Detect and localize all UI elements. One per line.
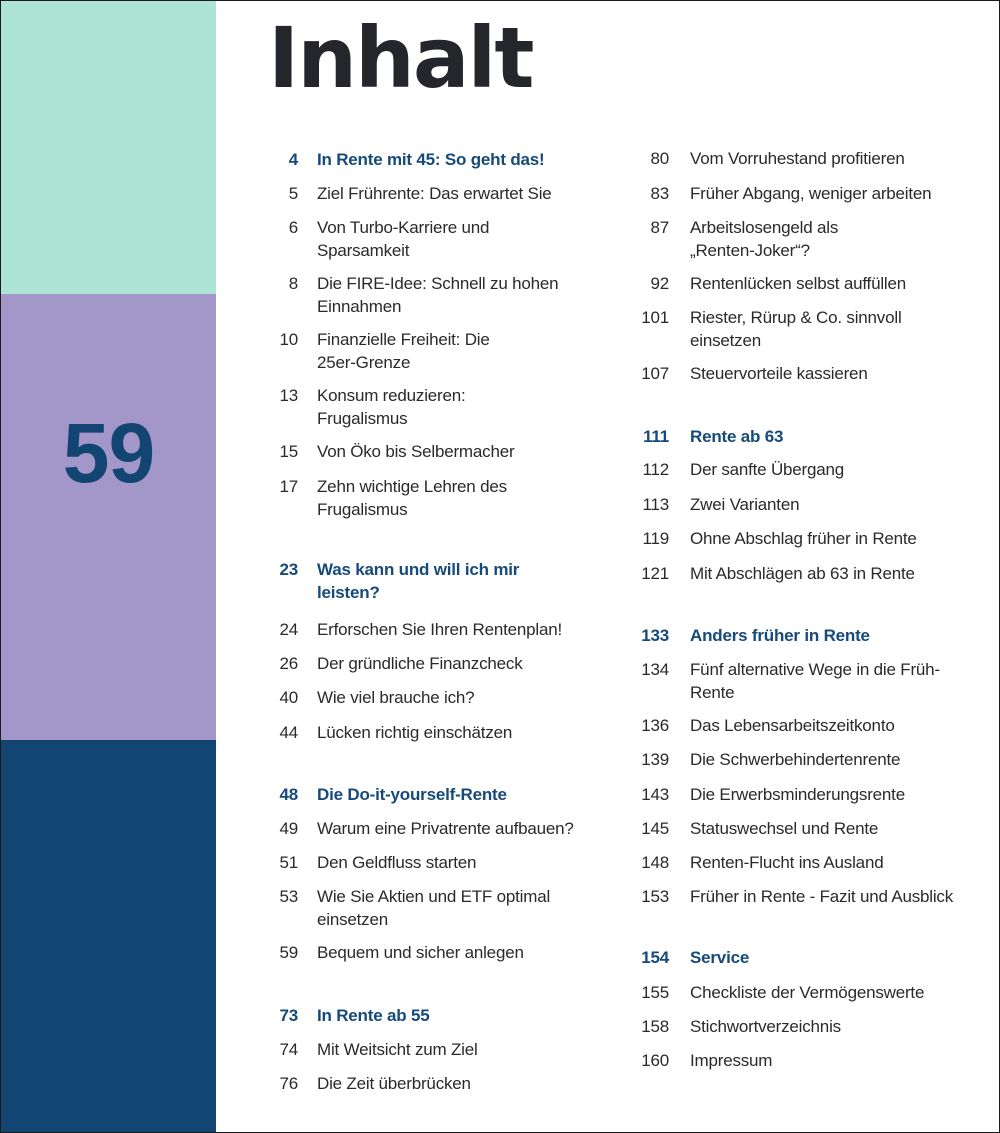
toc-page-number: 158: [641, 1017, 669, 1036]
toc-entry-title: Von Öko bis Selbermacher: [317, 442, 515, 461]
toc-page-number: 92: [650, 274, 669, 293]
toc-entry-title: Früher Abgang, weniger arbeiten: [690, 184, 932, 203]
toc-entry-title: Was kann und will ich mir leisten?: [317, 560, 520, 602]
toc-entry-title: Das Lebensarbeitszeitkonto: [690, 716, 895, 735]
toc-page-number: 49: [279, 819, 298, 838]
toc-entry-title: Erforschen Sie Ihren Rentenplan!: [317, 620, 562, 639]
toc-page-number: 80: [650, 149, 669, 168]
toc-page-number: 53: [279, 887, 298, 906]
toc-entry-title: Rente ab 63: [690, 427, 784, 446]
toc-entry-title: Mit Abschlägen ab 63 in Rente: [690, 564, 915, 583]
toc-entry-title: Die FIRE-Idee: Schnell zu hohen Einnahmen: [317, 274, 559, 316]
toc-page-number: 119: [642, 529, 669, 548]
toc-entry-title: In Rente mit 45: So geht das!: [317, 150, 545, 169]
page-title: Inhalt: [268, 9, 533, 107]
toc-entry-title: Ziel Frührente: Das erwartet Sie: [317, 184, 552, 203]
toc-entry-title: Riester, Rürup & Co. sinnvoll einsetzen: [690, 308, 902, 350]
toc-page-number: 26: [279, 654, 298, 673]
toc-entry-title: In Rente ab 55: [317, 1006, 430, 1025]
toc-page-number: 17: [279, 477, 298, 496]
toc-entry-title: Vom Vorruhestand profitieren: [690, 149, 905, 168]
toc-entry-title: Anders früher in Rente: [690, 626, 870, 645]
toc-page-number: 155: [641, 983, 669, 1002]
toc-entry-title: Die Schwerbehindertenrente: [690, 750, 901, 769]
toc-entry-title: Stichwortverzeichnis: [690, 1017, 841, 1036]
side-page-number: 59: [62, 406, 155, 500]
toc-entry-title: Lücken richtig einschätzen: [317, 723, 513, 742]
toc-entry-title: Wie viel brauche ich?: [317, 688, 475, 707]
toc-page-number: 83: [650, 184, 669, 203]
toc-page-number: 153: [641, 887, 669, 906]
toc-entry-title: Ohne Abschlag früher in Rente: [690, 529, 917, 548]
toc-entry-title: Konsum reduzieren: Frugalismus: [317, 386, 466, 428]
toc-page-number: 15: [279, 442, 298, 461]
toc-page-number: 5: [288, 184, 298, 203]
toc-page-number: 143: [641, 785, 669, 804]
toc-page-number: 112: [642, 460, 669, 479]
toc-entry-title: Arbeitslosengeld als „Renten-Joker“?: [690, 218, 839, 260]
toc-page-number: 160: [641, 1051, 669, 1070]
toc-page-number: 24: [279, 620, 298, 639]
toc-page-number: 111: [643, 427, 669, 446]
toc-entry-title: Die Do-it-yourself-Rente: [317, 785, 507, 804]
toc-page-number: 148: [641, 853, 669, 872]
toc-page-number: 73: [279, 1006, 298, 1025]
toc-page-number: 101: [641, 308, 669, 327]
toc-entry-title: Service: [690, 948, 750, 967]
toc-entry-title: Zwei Varianten: [690, 495, 800, 514]
toc-entry-title: Wie Sie Aktien und ETF optimal einsetzen: [317, 887, 551, 929]
toc-page-number: 154: [641, 948, 669, 967]
toc-entry-title: Checkliste der Vermögenswerte: [690, 983, 925, 1002]
toc-page-number: 107: [641, 364, 669, 383]
toc-page-number: 4: [288, 150, 298, 169]
toc-entry-title: Bequem und sicher anlegen: [317, 943, 524, 962]
toc-entry-title: Von Turbo-Karriere und Sparsamkeit: [317, 218, 490, 260]
toc-entry-title: Warum eine Privatrente aufbauen?: [317, 819, 574, 838]
toc-entry-title: Rentenlücken selbst auffüllen: [690, 274, 906, 293]
color-band-lavender: [1, 294, 216, 740]
toc-page-number: 13: [279, 386, 298, 405]
toc-entry-title: Mit Weitsicht zum Ziel: [317, 1040, 478, 1059]
color-band-navy: [1, 740, 216, 1132]
toc-page-number: 23: [279, 560, 298, 579]
toc-page-number: 10: [279, 330, 298, 349]
toc-page-number: 8: [288, 274, 298, 293]
toc-page-number: 133: [641, 626, 669, 645]
toc-entry-title: Der gründliche Finanzcheck: [317, 654, 523, 673]
toc-page-number: 136: [641, 716, 669, 735]
toc-page-number: 113: [642, 495, 669, 514]
color-band-mint: [1, 1, 216, 294]
toc-page-number: 48: [279, 785, 298, 804]
toc-page-number: 74: [279, 1040, 298, 1059]
toc-entry-title: Fünf alternative Wege in die Früh-Rente: [690, 660, 940, 702]
toc-entry-title: Zehn wichtige Lehren des Frugalismus: [317, 477, 507, 519]
toc-page-number: 121: [641, 564, 669, 583]
toc-entry-title: Statuswechsel und Rente: [690, 819, 879, 838]
toc-entry-title: Impressum: [690, 1051, 773, 1070]
toc-page-number: 40: [279, 688, 298, 707]
toc-entry-title: Renten-Flucht ins Ausland: [690, 853, 884, 872]
toc-entry-title: Die Zeit überbrücken: [317, 1074, 471, 1093]
toc-page-number: 59: [279, 943, 298, 962]
toc-entry-title: Früher in Rente - Fazit und Ausblick: [690, 887, 954, 906]
toc-entry-title: Der sanfte Übergang: [690, 460, 845, 479]
toc-page-number: 76: [279, 1074, 298, 1093]
toc-entry-title: Finanzielle Freiheit: Die 25er-Grenze: [317, 330, 490, 372]
toc-page-number: 134: [641, 660, 669, 679]
toc-entry-title: Den Geldfluss starten: [317, 853, 477, 872]
toc-page-number: 51: [279, 853, 298, 872]
toc-page-number: 44: [279, 723, 298, 742]
toc-entry-title: Steuervorteile kassieren: [690, 364, 868, 383]
toc-entry-title: Die Erwerbsminderungsrente: [690, 785, 905, 804]
toc-page-number: 6: [288, 218, 298, 237]
toc-page-number: 87: [650, 218, 669, 237]
toc-page-number: 139: [641, 750, 669, 769]
toc-page-number: 145: [641, 819, 669, 838]
